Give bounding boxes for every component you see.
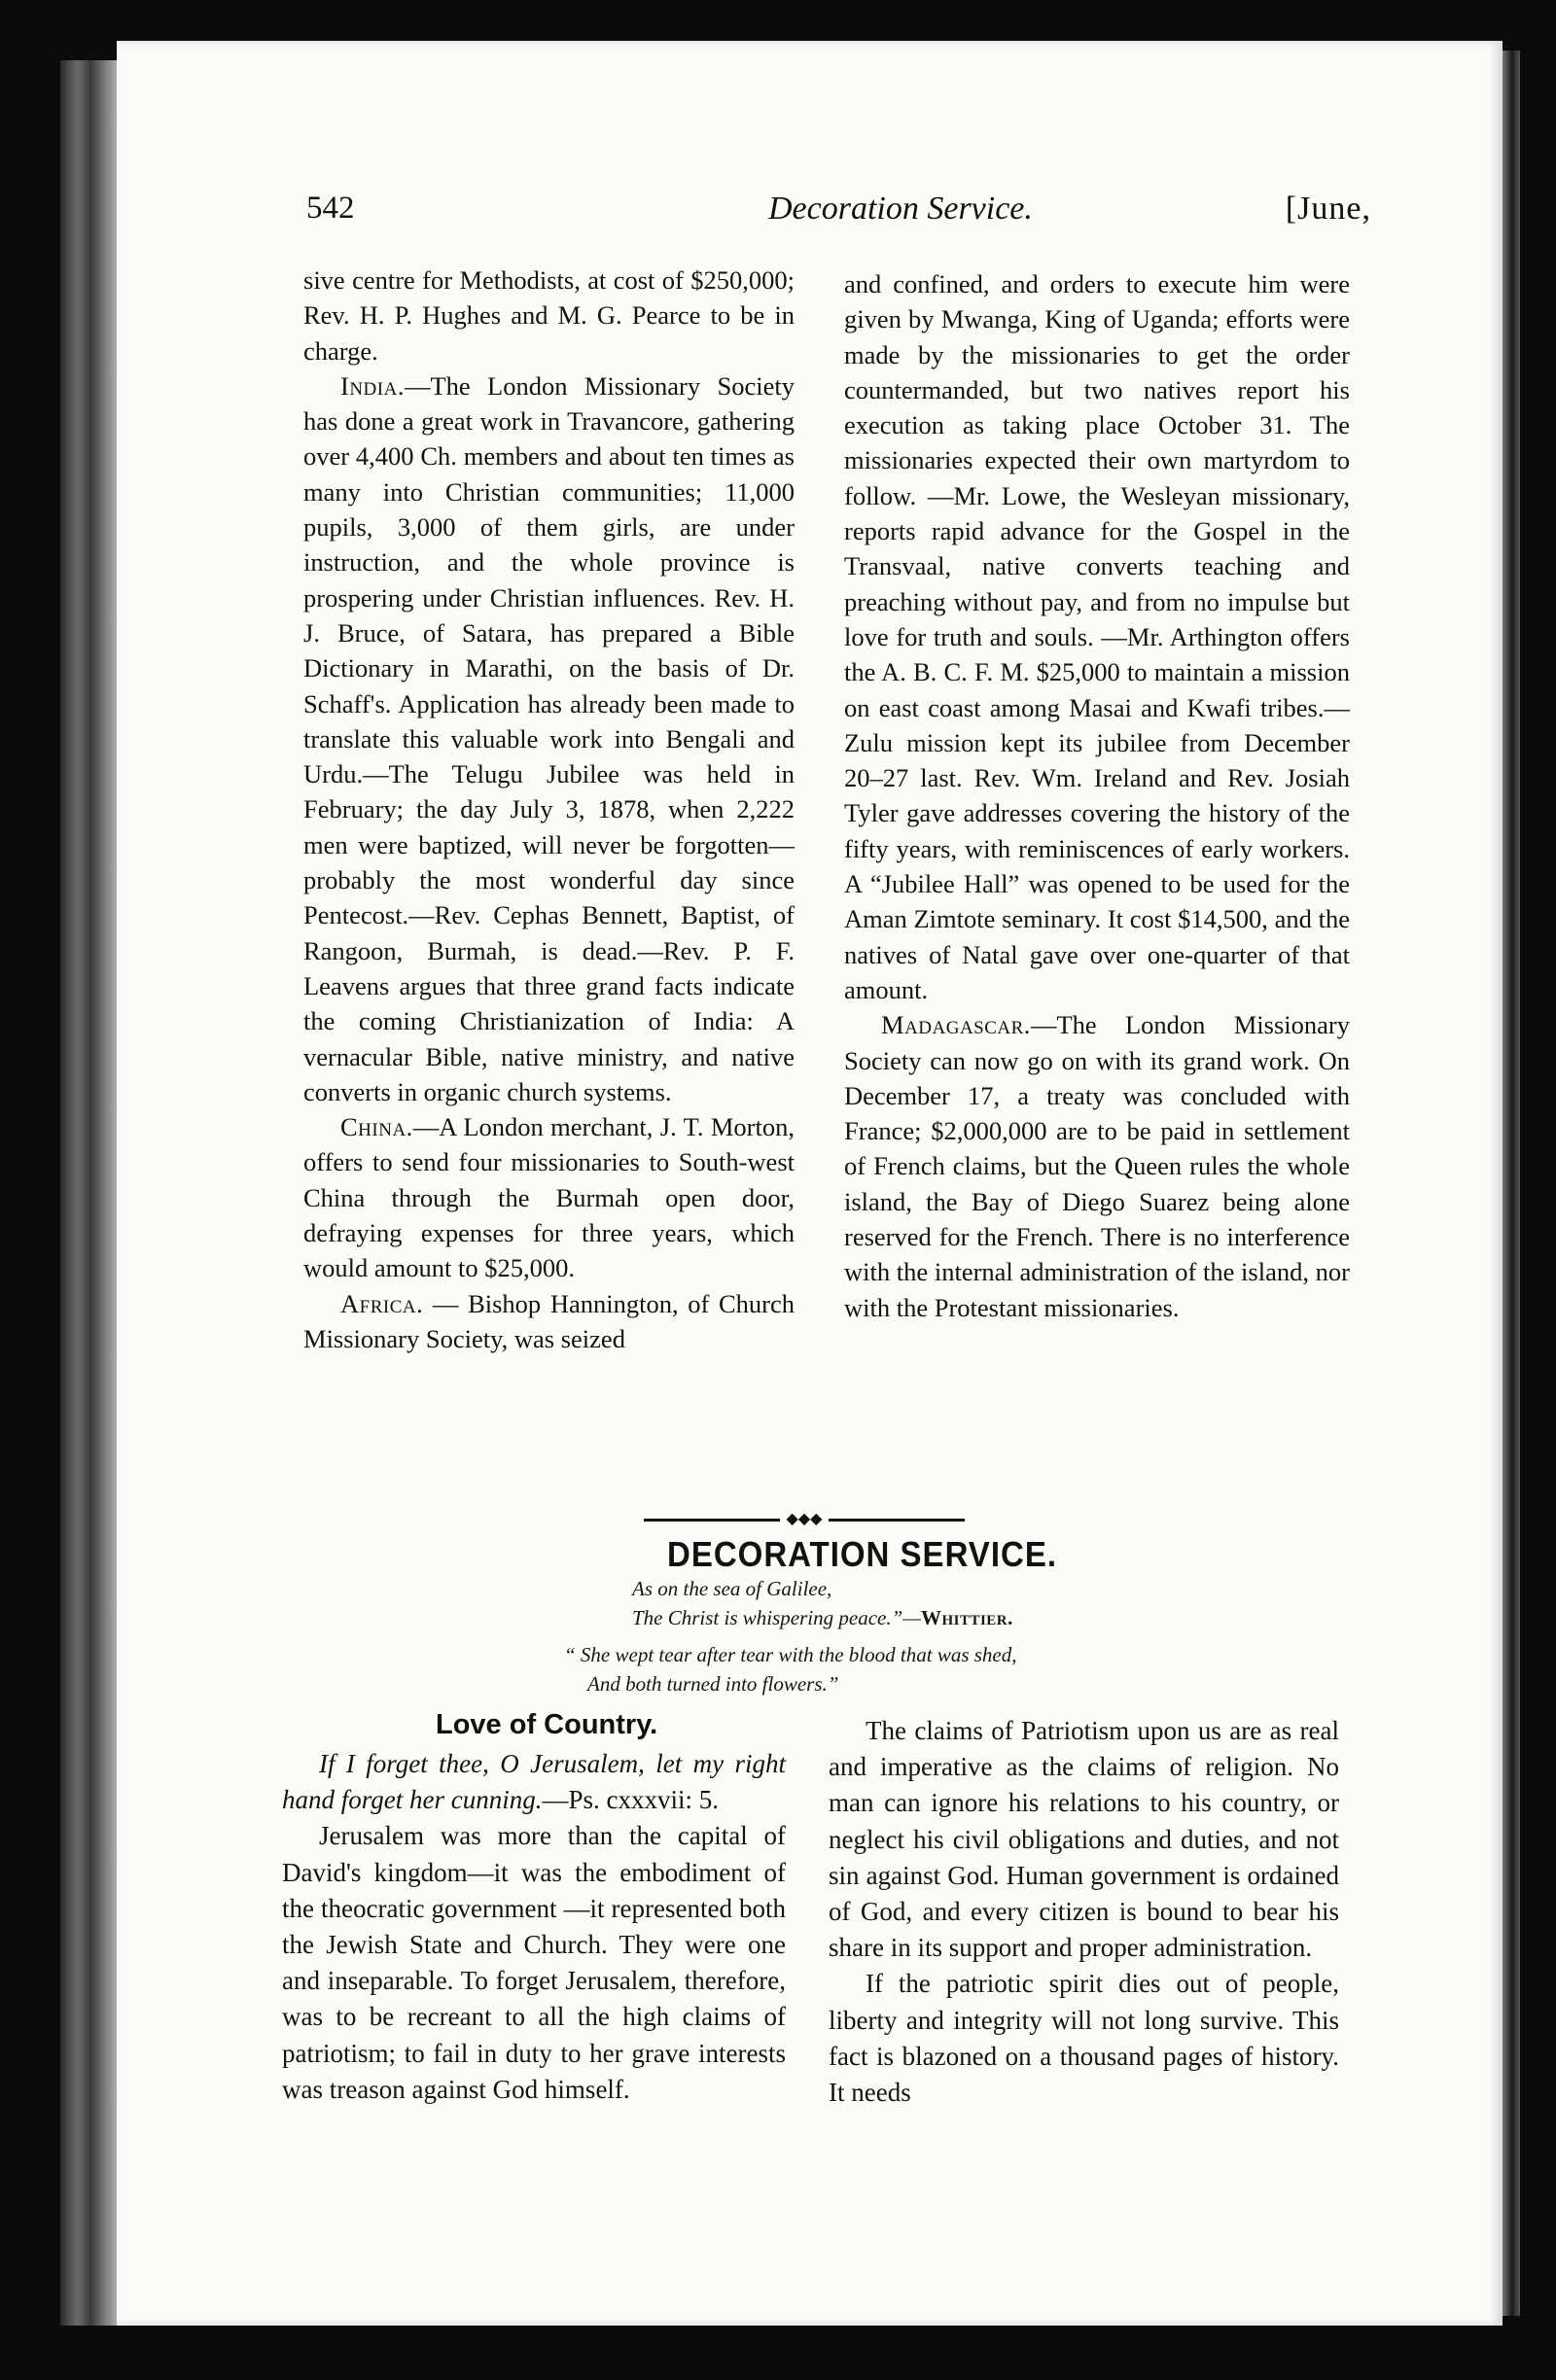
running-title: Decoration Service. [768,191,1033,227]
rule-ornament-icon: ◆◆◆ [786,1511,823,1527]
text-madagascar: —The London Missionary Society can now go on with its grand work. On December 17, a treaty was concluded with France; $2,000,000 are to be paid in settlement of French claims, but the Queen rules the whole island, the Bay of Diego Suarez being alone reserved for the French. There is no interference with the internal administration of the island, nor with the Protestant missionaries. [844,1010,1350,1322]
paragraph-jerusalem: Jerusalem was more than the capital of David's kingdom—it was the embodiment of the theocratic government —it represented both the Jewish State and Church. They were one and inseparable. To forget Jerusalem, therefore, was to be recreant to all the high claims of patriotism; to fail in duty to her grave interests was treason against God himself. [282,1821,786,2104]
heading-india: India. [340,370,405,401]
heading-africa: Africa. [340,1288,424,1318]
section-title: DECORATION SERVICE. [667,1534,1057,1574]
subsection-title: Love of Country. [436,1709,658,1740]
paragraph-madagascar [844,1007,1350,1325]
running-header [185,191,1371,239]
paragraph-patriotic-spirit: If the patriotic spirit dies out of people, liberty and integrity will not long survive. This fact is blazoned on a thousand pages of history. It needs [829,1969,1339,2108]
column-left-top [303,262,795,1356]
paragraph-africa-continued: and confined, and orders to execute him were given by Mwanga, King of Uganda; efforts were made by the missionaries to get the order countermanded, but two natives report his execution as taking place October 31. The missionaries expected their own martyrdom to follow. —Mr. Lowe, the Wesleyan missionary, reports rapid advance for the Gospel in the Transvaal, native converts teaching and preaching without pay, and from no impulse but love for truth and souls. —Mr. Arthington offers the A. B. C. F. M. $25,000 to maintain a mission on east coast among Masai and Kwafi tribes.— Zulu mission kept its jubilee from December 20–27 last. Rev. Wm. Ireland and Rev. Josiah Tyler gave addresses covering the history of the fifty years, with reminiscences of early workers. A “Jubilee Hall” was opened to be used for the Aman Zimtote seminary. It cost $14,500, and the natives of Natal gave over one-quarter of that amount. [844,269,1350,1004]
rule-line-right [829,1519,965,1522]
ornamental-rule [644,1513,965,1526]
epigraph-line-4: And both turned into flowers.” [587,1672,839,1696]
rule-line-left [644,1519,780,1522]
scripture-quote [282,1746,786,1818]
epigraph-line-2-text: The Christ is whispering peace.” [632,1606,903,1629]
paragraph-continuation: sive centre for Methodists, at cost of $250,000; Rev. H. P. Hughes and M. G. Pearce to be in charge. [303,265,795,366]
epigraph-line-1: As on the sea of Galilee, [632,1577,832,1600]
epigraph-author: Whittier. [920,1606,1013,1629]
scripture-reference: —Ps. cxxxvii: 5. [542,1785,719,1815]
column-right-bottom [829,1713,1339,2111]
heading-china: China. [340,1112,413,1142]
text-india: —The London Missionary Society has done a great work in Travancore, gathering over 4,400 Ch. members and about ten times as many into Christian communities; 11,000 pupils, 3,000 of them girls, are under instruction, and the whole province is prospering under Christian influences. Rev. H. J. Bruce, of Satara, has prepared a Bible Dictionary in Marathi, on the basis of Dr. Schaff's. Application has already been made to translate this valuable work into Bengali and Urdu.—The Telugu Jubilee was held in February; the day July 3, 1878, when 2,222 men were baptized, will never be forgotten—probably the most wonderful day since Pentecost.—Rev. Cephas Bennett, Baptist, of Rangoon, Burmah, is dead.—Rev. P. F. Leavens argues that three grand facts indicate the coming Christianization of India: A vernacular Bible, native ministry, and native converts in organic church systems. [303,370,795,1106]
paragraph-africa [303,1286,795,1357]
column-right-top [844,266,1350,1325]
epigraph-line-3: “ She wept tear after tear with the blood that was shed, [564,1643,1017,1666]
page-number: 542 [306,191,355,226]
heading-madagascar: Madagascar. [881,1010,1031,1040]
paragraph-patriotism: The claims of Patriotism upon us are as real and imperative as the claims of religion. No man can ignore his relations to his country, or neglect his civil obligations and duties, and not sin against God. Human government is ordained of God, and every citizen is bound to bear his share in its support and proper administration. [829,1716,1339,1963]
text-china: —A London merchant, J. T. Morton, offers to send four missionaries to South-west China through the Burmah open door, defraying expenses for three years, which would amount to $25,000. [303,1112,795,1283]
epigraph-line-2: The Christ is whispering peace.”—Whittier. [632,1606,1013,1629]
paragraph-china [303,1109,795,1285]
facing-page-edge [1503,51,1520,2316]
column-left-bottom [282,1746,786,2108]
text-africa: — Bishop Hannington, of Church Missionary Society, was seized [303,1288,795,1353]
running-month: [June, [1285,191,1371,227]
scripture-text: If I forget thee, O Jerusalem, let my right hand forget her cunning. [282,1749,786,1815]
paragraph-india [303,368,795,1109]
